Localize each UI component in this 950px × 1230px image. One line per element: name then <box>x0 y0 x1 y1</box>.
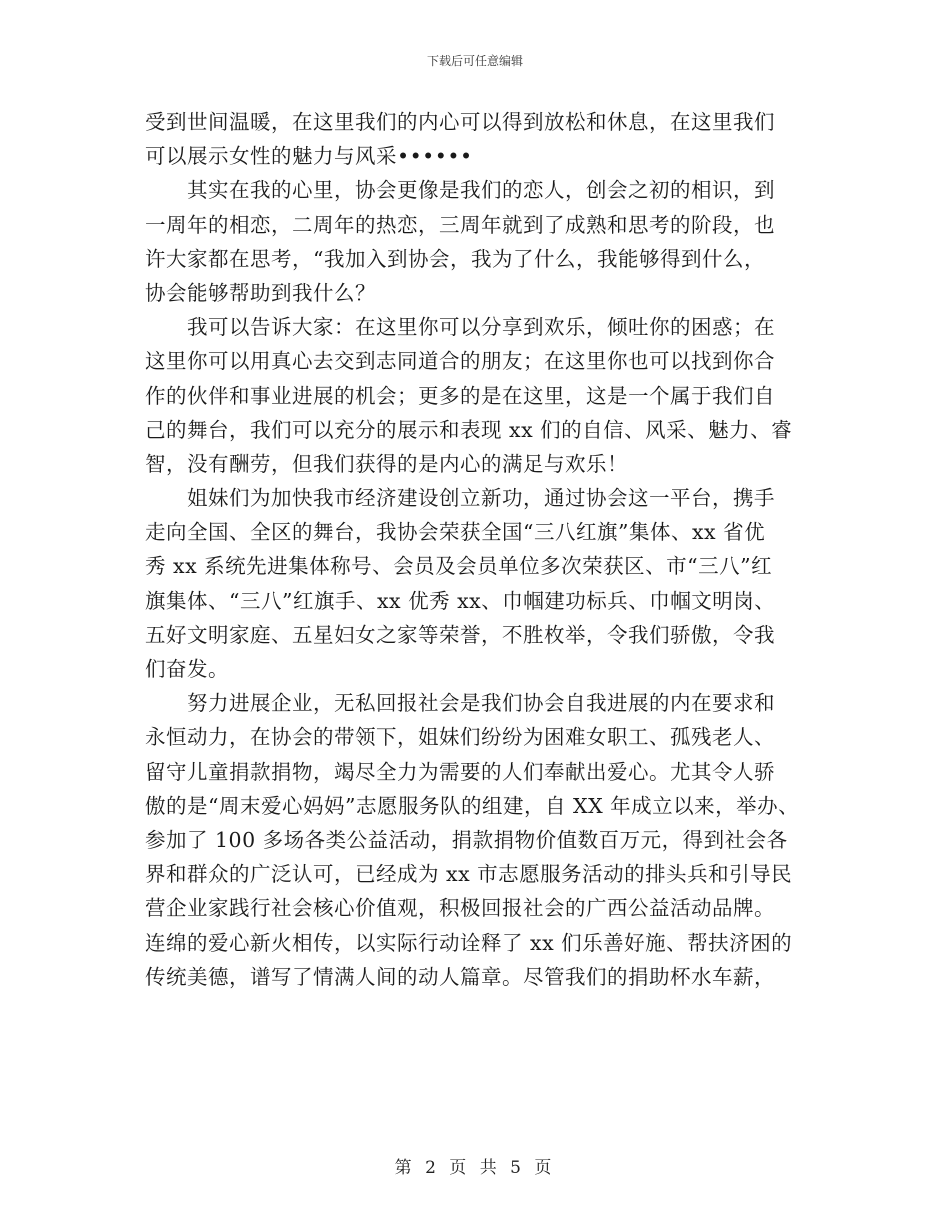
text-line: 其实在我的心里，协会更像是我们的恋人，创会之初的相识，到 <box>187 178 775 203</box>
text-line: 许大家都在思考，“我加入到协会，我为了什么，我能够得到什么， <box>145 246 765 271</box>
text-line: 旗集体、“三八”红旗手、xx 优秀 xx、巾帼建功标兵、巾帼文明岗、 <box>145 588 776 613</box>
page-header: 下载后可任意编辑 <box>426 54 523 68</box>
text-line: 姐妹们为加快我市经济建设创立新功，通过协会这一平台，携手 <box>187 486 775 511</box>
text-line: 五好文明家庭、五星妇女之家等荣誉，不胜枚举，令我们骄傲，令我 <box>145 622 775 647</box>
text-line: 留守儿童捐款捐物，竭尽全力为需要的人们奉献出爱心。尤其令人骄 <box>145 759 775 784</box>
text-line: 参加了 100 多场各类公益活动，捐款捐物价值数百万元，得到社会各 <box>145 827 788 852</box>
text-line: 营企业家践行社会核心价值观，积极回报社会的广西公益活动品牌。 <box>145 896 775 921</box>
text-line: 一周年的相恋，二周年的热恋，三周年就到了成熟和思考的阶段，也 <box>145 212 775 237</box>
text-line: 我可以告诉大家：在这里你可以分享到欢乐，倾吐你的困惑；在 <box>187 315 775 340</box>
text-line: 傲的是“周末爱心妈妈”志愿服务队的组建，自 XX 年成立以来，举办、 <box>145 793 800 818</box>
page-number-footer: 第 2 页 共 5 页 <box>394 1158 556 1178</box>
text-line: 己的舞台，我们可以充分的展示和表现 xx 们的自信、风采、魅力、睿 <box>145 417 793 442</box>
text-line: 秀 xx 系统先进集体称号、会员及会员单位多次荣获区、市“三八”红 <box>145 554 773 579</box>
text-line: 受到世间温暖，在这里我们的内心可以得到放松和休息，在这里我们 <box>145 110 775 134</box>
text-line: 智，没有酬劳，但我们获得的是内心的满足与欢乐！ <box>145 451 628 476</box>
text-line: 传统美德，谱写了情满人间的动人篇章。尽管我们的捐助杯水车薪， <box>145 964 775 989</box>
text-line: 这里你可以用真心去交到志同道合的朋友；在这里你也可以找到你合 <box>145 349 775 374</box>
text-line: 界和群众的广泛认可，已经成为 xx 市志愿服务活动的排头兵和引导民 <box>145 862 793 887</box>
text-line: 永恒动力，在协会的带领下，姐妹们纷纷为困难女职工、孤残老人、 <box>145 725 775 750</box>
text-line: 们奋发。 <box>145 657 229 681</box>
text-line: 可以展示女性的魅力与风采•••••• <box>145 144 473 169</box>
text-line: 连绵的爱心新火相传，以实际行动诠释了 xx 们乐善好施、帮扶济困的 <box>145 930 793 955</box>
text-line: 走向全国、全区的舞台，我协会荣获全国“三八红旗”集体、xx 省优 <box>145 520 766 545</box>
text-line: 努力进展企业，无私回报社会是我们协会自我进展的内在要求和 <box>187 691 775 716</box>
text-line: 协会能够帮助到我什么？ <box>145 280 376 305</box>
text-line: 作的伙伴和事业进展的机会；更多的是在这里，这是一个属于我们自 <box>145 383 775 408</box>
body-text <box>145 105 825 994</box>
